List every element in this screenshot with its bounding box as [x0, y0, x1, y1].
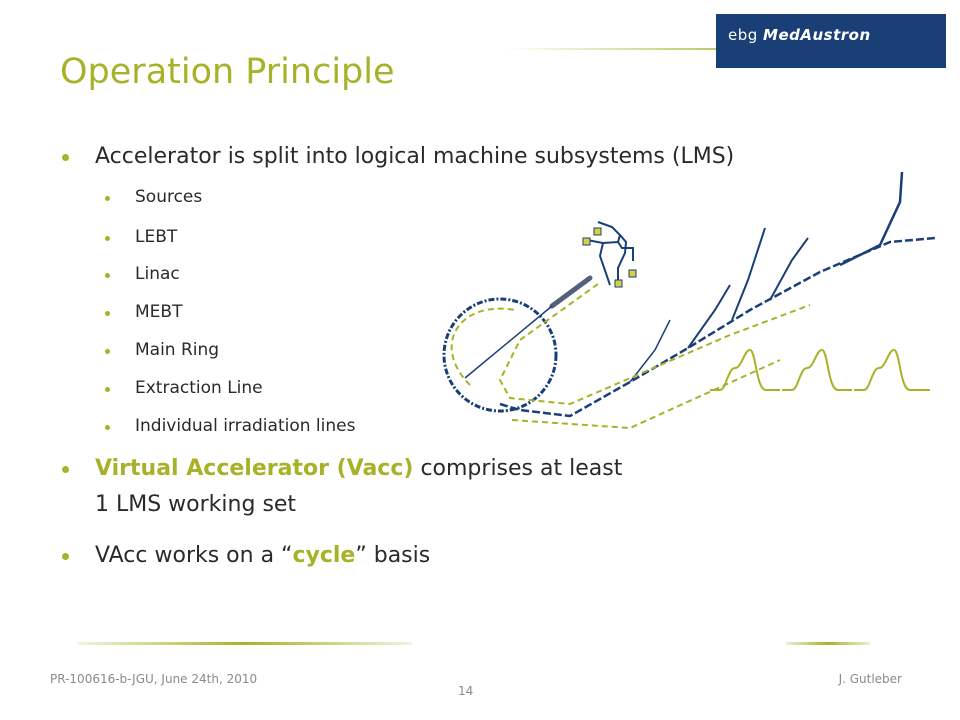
highlight-term: Virtual Accelerator (Vacc) — [95, 456, 414, 481]
bullet-text: VAcc works on a “ — [95, 543, 293, 568]
bullet-item — [95, 543, 430, 568]
bullet-dot — [105, 311, 110, 316]
cycle-waveforms — [710, 350, 930, 390]
bullet-dot — [105, 196, 110, 201]
logo-brand: MedAustron — [763, 26, 871, 44]
logo-prefix: ebg — [728, 26, 764, 44]
sub-bullet-item: MEBT — [135, 302, 183, 322]
footer-author: J. Gutleber — [838, 672, 902, 686]
page-number: 14 — [458, 684, 474, 698]
bullet-item — [95, 456, 622, 481]
highlight-term: cycle — [292, 543, 356, 568]
bullet-dot — [62, 154, 69, 161]
sub-bullet-item: Main Ring — [135, 340, 220, 360]
bullet-dot — [62, 553, 69, 560]
footer-divider — [78, 642, 412, 645]
bullet-dot — [105, 387, 110, 392]
footer-divider — [786, 642, 870, 645]
bullet-continuation: 1 LMS working set — [95, 492, 297, 517]
injection-line — [465, 306, 552, 378]
sub-bullet-item: LEBT — [135, 227, 178, 247]
bullet-dot — [105, 425, 110, 430]
bullet-text: ” basis — [355, 543, 431, 568]
accelerator-diagram — [430, 160, 950, 440]
bullet-dot — [105, 236, 110, 241]
sub-bullet-item: Linac — [135, 264, 180, 284]
bullet-item: Accelerator is split into logical machine subsystems (LMS) — [95, 144, 735, 169]
irradiation-lines — [630, 172, 902, 382]
sub-bullet-item: Sources — [135, 187, 203, 207]
sub-bullet-item: Individual irradiation lines — [135, 416, 356, 436]
bullet-dot — [105, 349, 110, 354]
footer-reference: PR-100616-b-JGU, June 24th, 2010 — [50, 672, 258, 686]
sub-bullet-item: Extraction Line — [135, 378, 263, 398]
linac-tube — [552, 278, 590, 306]
bullet-dot — [105, 273, 110, 278]
slide-title: Operation Principle — [60, 52, 395, 92]
bullet-text: comprises at least — [413, 456, 623, 481]
bullet-dot — [62, 466, 69, 473]
